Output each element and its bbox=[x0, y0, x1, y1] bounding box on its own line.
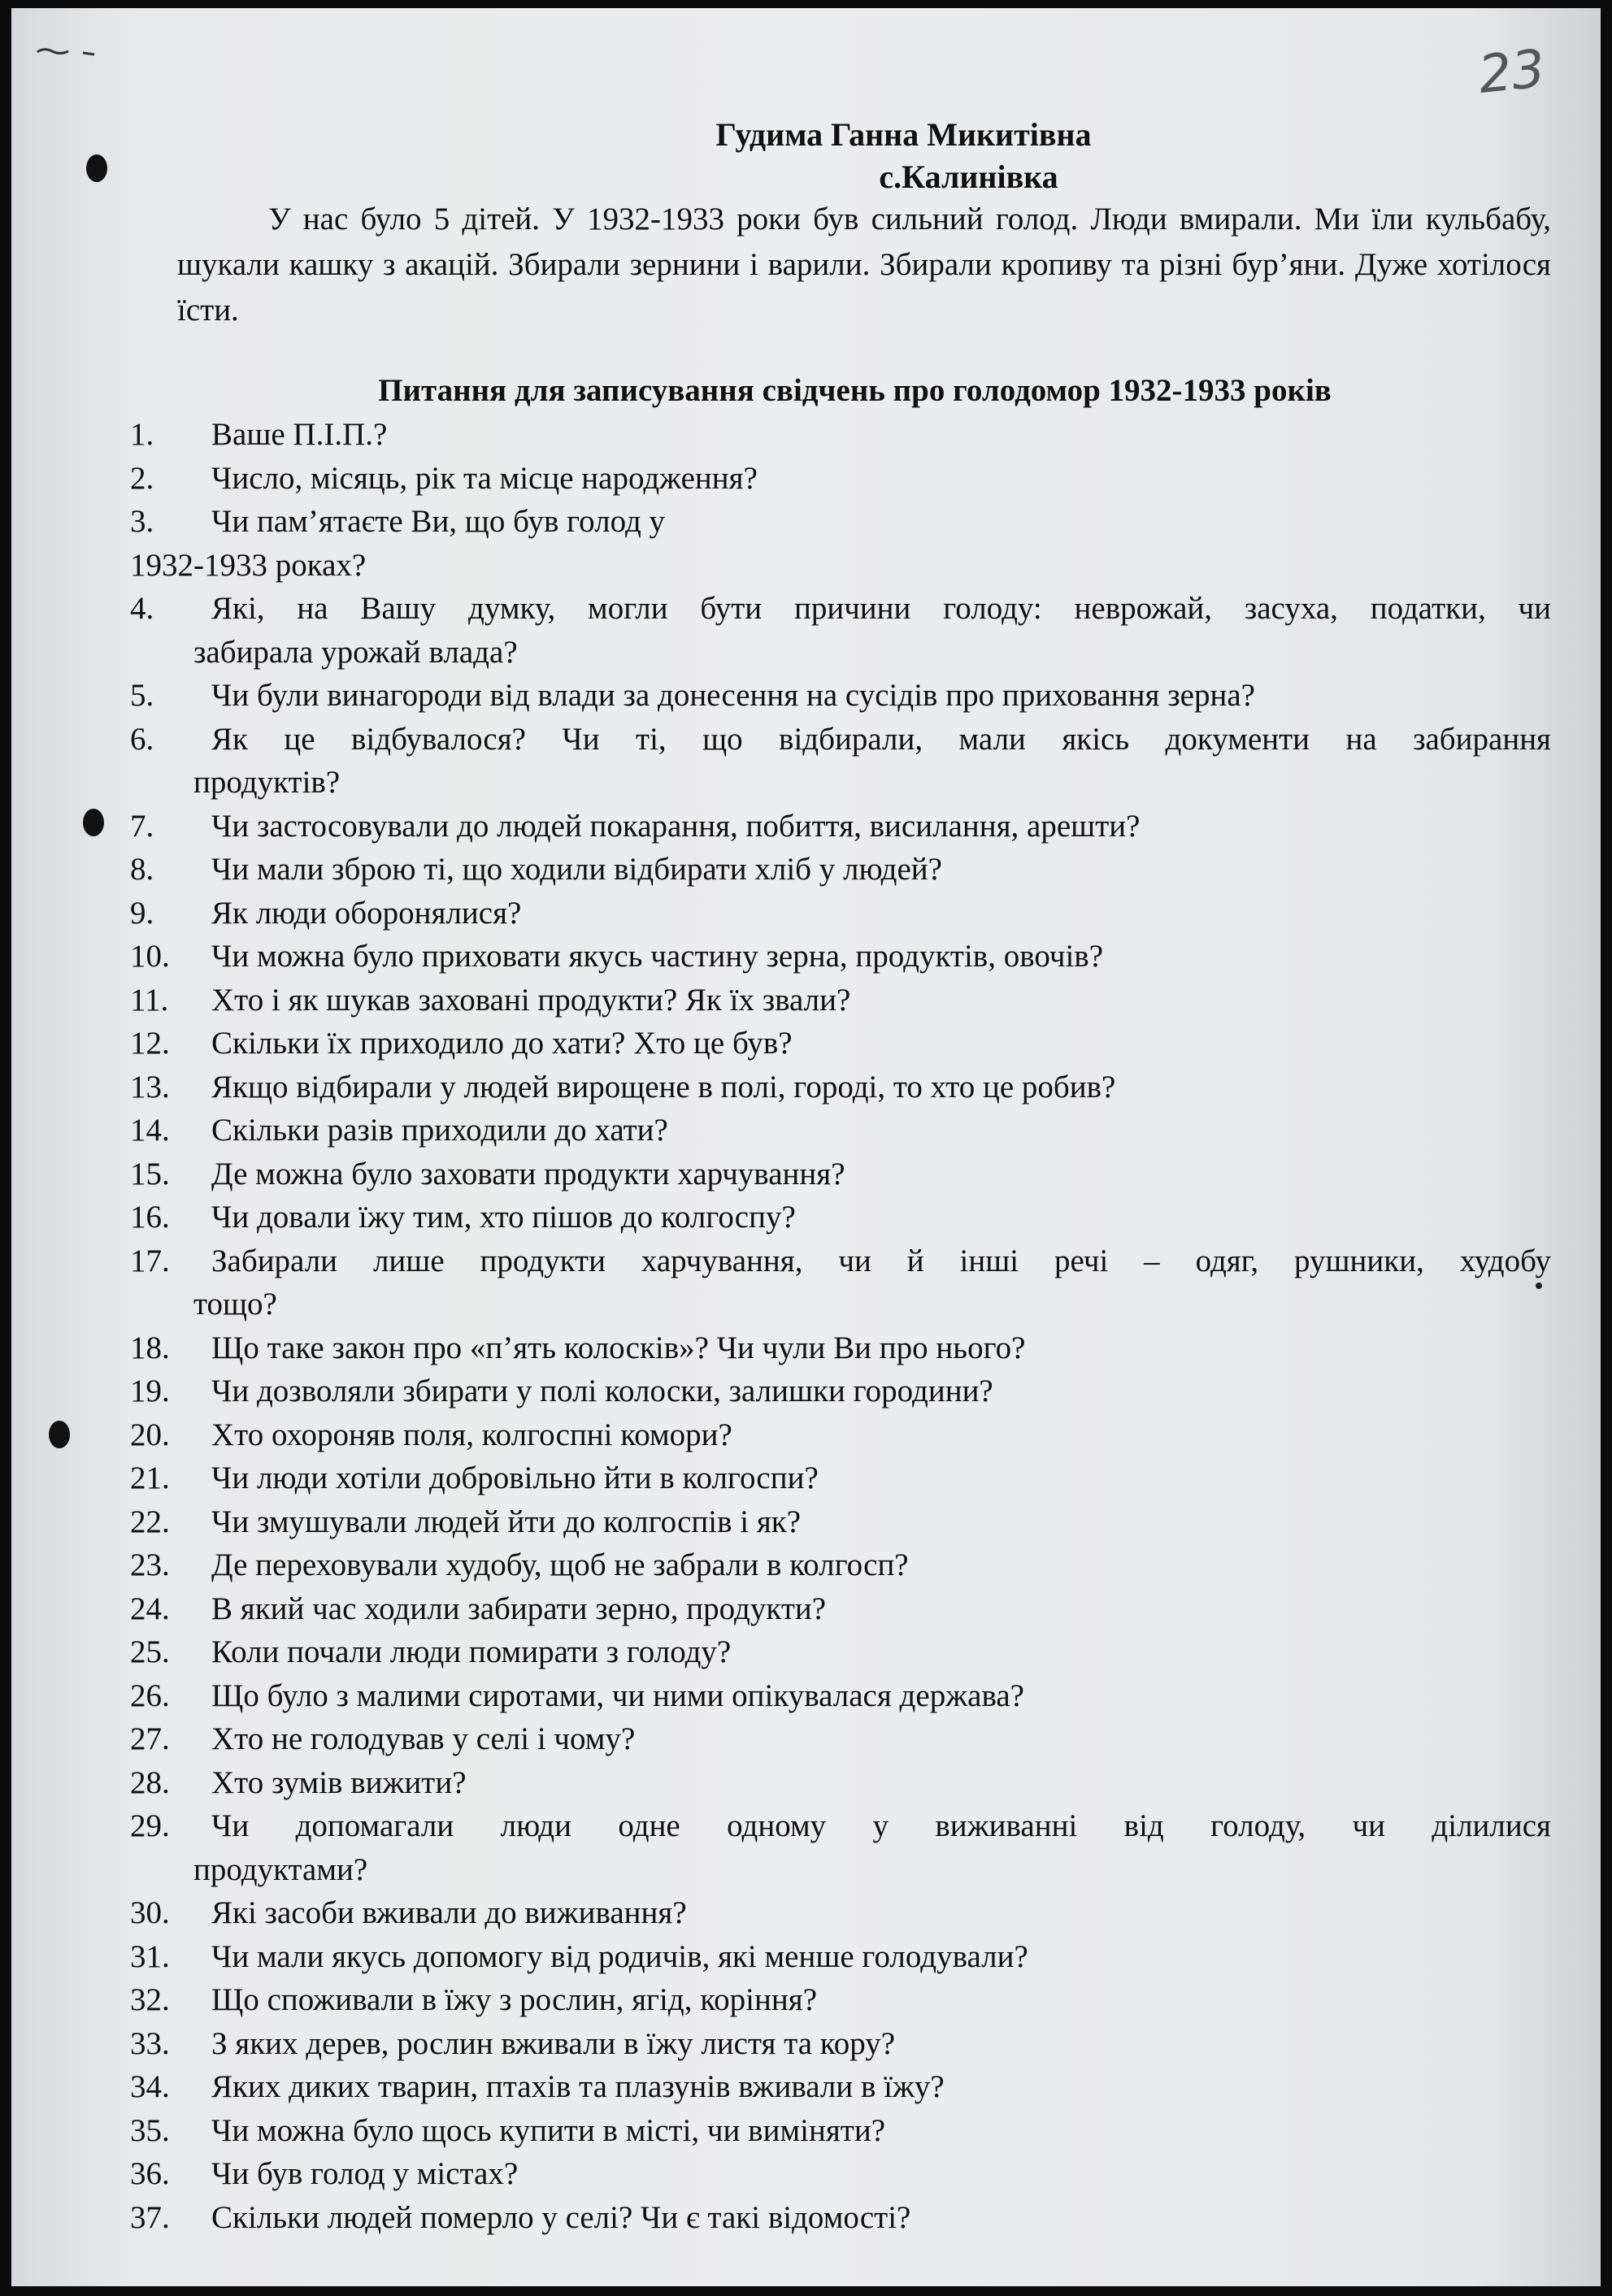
question-line: Що було з малими сиротами, чи ними опікувалася держава? bbox=[211, 1678, 1024, 1713]
question-line: Чи довали їжу тим, хто пішов до колгоспу? bbox=[211, 1200, 796, 1235]
question-line: Коли почали люди помирати з голоду? bbox=[211, 1634, 732, 1669]
question-number: 37. bbox=[130, 2199, 170, 2235]
question-text bbox=[130, 500, 1551, 587]
question-text bbox=[211, 2065, 1551, 2109]
question-line: Скільки їх приходило до хати? Хто це був? bbox=[211, 1026, 793, 1061]
question-number: 5. bbox=[130, 678, 154, 713]
scan-mark bbox=[36, 46, 109, 57]
question-number: 20. bbox=[130, 1417, 170, 1452]
question-item bbox=[11, 1022, 1601, 1066]
question-line: Чи пам’ятаєте Ви, що був голод у bbox=[211, 504, 666, 539]
question-item bbox=[11, 1717, 1601, 1761]
question-number: 25. bbox=[130, 1634, 170, 1669]
question-line: Чи мали зброю ті, що ходили відбирати хліб у людей? bbox=[211, 852, 942, 887]
question-continuation: забирала урожай влада? bbox=[193, 634, 518, 670]
question-item bbox=[11, 979, 1601, 1022]
question-item bbox=[11, 2196, 1601, 2240]
question-number: 14. bbox=[130, 1113, 170, 1148]
question-number: 16. bbox=[130, 1200, 170, 1235]
witness-name: Гудима Ганна Микитівна bbox=[715, 116, 1092, 153]
question-text bbox=[211, 413, 1551, 457]
question-number: 4. bbox=[130, 591, 154, 626]
punch-hole bbox=[86, 154, 107, 182]
question-text bbox=[211, 1066, 1551, 1109]
question-continuation: 1932-1933 роках? bbox=[130, 547, 367, 583]
question-line: Яких диких тварин, птахів та плазунів вживали в їжу? bbox=[211, 2069, 945, 2104]
question-text bbox=[211, 892, 1551, 935]
question-item bbox=[11, 1674, 1601, 1718]
question-text bbox=[211, 935, 1551, 979]
question-text bbox=[211, 1196, 1551, 1239]
question-number: 11. bbox=[130, 982, 169, 1018]
question-item bbox=[11, 1239, 1601, 1326]
question-text bbox=[211, 1674, 1551, 1718]
question-line: Хто зумів вижити? bbox=[211, 1764, 467, 1800]
question-line: Хто не голодував у селі і чому? bbox=[211, 1721, 636, 1756]
question-line: Ваше П.І.П.? bbox=[211, 417, 388, 452]
question-number: 12. bbox=[130, 1026, 170, 1061]
question-line: Число, місяць, рік та місце народження? bbox=[211, 460, 758, 496]
question-text bbox=[211, 1369, 1551, 1413]
question-number: 29. bbox=[130, 1808, 170, 1843]
question-item bbox=[11, 2022, 1601, 2066]
question-item bbox=[11, 1543, 1601, 1587]
question-number: 35. bbox=[130, 2112, 170, 2148]
question-line: Чи люди хотіли добровільно йти в колгоспи? bbox=[211, 1460, 819, 1495]
question-line: Хто охороняв поля, колгоспні комори? bbox=[211, 1417, 732, 1452]
question-text bbox=[211, 1500, 1551, 1544]
question-line: Як це відбувалося? Чи ті, що відбирали, мали якісь документи на забирання bbox=[211, 721, 1551, 757]
question-number: 28. bbox=[130, 1764, 170, 1800]
question-line: Де переховували худобу, щоб не забрали в колгосп? bbox=[211, 1547, 909, 1582]
question-text bbox=[211, 1022, 1551, 1066]
questions-list bbox=[11, 413, 1601, 2239]
question-number: 3. bbox=[130, 504, 154, 539]
question-line: Як люди оборонялися? bbox=[211, 895, 522, 931]
question-text bbox=[211, 1891, 1551, 1935]
question-number: 18. bbox=[130, 1330, 170, 1365]
question-item bbox=[11, 935, 1601, 979]
question-line: В який час ходили забирати зерно, продукти? bbox=[211, 1591, 827, 1626]
question-line: Чи були винагороди від влади за донесення на сусідів про приховання зерна? bbox=[211, 678, 1255, 713]
question-item bbox=[11, 2109, 1601, 2153]
question-number: 10. bbox=[130, 939, 170, 974]
question-line: Які, на Вашу думку, могли бути причини голоду: неврожай, засуха, податки, чи bbox=[211, 591, 1551, 626]
question-text bbox=[211, 805, 1551, 849]
question-item bbox=[11, 2065, 1601, 2109]
question-item bbox=[11, 2152, 1601, 2196]
question-line: Чи дозволяли збирати у полі колоски, залишки городини? bbox=[211, 1374, 993, 1408]
question-line: Чи мали якусь допомогу від родичів, які менше голодували? bbox=[211, 1938, 1028, 1974]
question-number: 6. bbox=[130, 721, 154, 757]
question-line: Хто і як шукав заховані продукти? Як їх звали? bbox=[211, 982, 851, 1018]
question-number: 22. bbox=[130, 1504, 170, 1539]
question-number: 13. bbox=[130, 1069, 170, 1105]
question-line: Чи допомагали люди одне одному у виживанні від голоду, чи ділилися bbox=[211, 1808, 1551, 1843]
question-item bbox=[11, 1978, 1601, 2022]
question-item bbox=[11, 1369, 1601, 1413]
question-item bbox=[11, 1109, 1601, 1152]
question-number: 26. bbox=[130, 1678, 170, 1713]
question-text bbox=[211, 979, 1551, 1022]
question-line: Чи можна було приховати якусь частину зерна, продуктів, овочів? bbox=[211, 939, 1104, 974]
question-text bbox=[211, 2109, 1551, 2153]
question-item bbox=[11, 718, 1601, 805]
question-line: Де можна було заховати продукти харчування? bbox=[211, 1156, 845, 1191]
question-number: 24. bbox=[130, 1591, 170, 1626]
question-number: 36. bbox=[130, 2156, 170, 2191]
question-text bbox=[211, 457, 1551, 501]
question-number: 23. bbox=[130, 1547, 170, 1582]
question-item bbox=[11, 500, 1601, 587]
question-line: Чи можна було щось купити в місті, чи виміняти? bbox=[211, 2112, 885, 2148]
testimony-text: У нас було 5 дітей. У 1932-1933 роки був сильний голод. Люди вмирали. Ми їли кульбабу, шукали кашку з акацій. Збирали зернини і варили. Збирали кропиву та різні бур’яни. Дуже хотілося їсти. bbox=[177, 202, 1551, 328]
question-item bbox=[11, 1456, 1601, 1500]
question-text bbox=[211, 1935, 1551, 1979]
question-text bbox=[211, 1326, 1551, 1370]
questions-heading: Питання для записування свідчень про голодомор 1932-1933 років bbox=[378, 373, 1332, 408]
question-text bbox=[211, 848, 1551, 892]
question-item bbox=[11, 1066, 1601, 1109]
question-line: З яких дерев, рослин вживали в їжу листя та кору? bbox=[211, 2025, 896, 2061]
question-line: Чи змушували людей йти до колгоспів і як? bbox=[211, 1504, 802, 1539]
question-number: 21. bbox=[130, 1460, 170, 1495]
question-line: Забирали лише продукти харчування, чи й інші речі – одяг, рушники, худобу bbox=[211, 1243, 1551, 1278]
question-continuation: продуктами? bbox=[193, 1851, 368, 1887]
question-text bbox=[211, 1761, 1551, 1805]
question-line: Які засоби вживали до виживання? bbox=[211, 1895, 687, 1930]
question-text bbox=[211, 1978, 1551, 2022]
question-number: 1. bbox=[130, 417, 154, 452]
question-text bbox=[193, 587, 1551, 674]
question-item bbox=[11, 457, 1601, 501]
question-item bbox=[11, 1500, 1601, 1544]
village-name: с.Калинівка bbox=[879, 158, 1058, 195]
question-line: Чи застосовували до людей покарання, побиття, висилання, арешти? bbox=[211, 808, 1141, 844]
question-number: 32. bbox=[130, 1982, 170, 2017]
question-item bbox=[11, 1761, 1601, 1805]
question-item bbox=[11, 1152, 1601, 1196]
question-number: 9. bbox=[130, 895, 154, 931]
question-item bbox=[11, 1326, 1601, 1370]
question-item bbox=[11, 892, 1601, 935]
question-text bbox=[211, 2196, 1551, 2240]
question-text bbox=[211, 1152, 1551, 1196]
question-number: 7. bbox=[130, 808, 154, 844]
question-text bbox=[211, 674, 1551, 718]
question-item bbox=[11, 805, 1601, 849]
question-text bbox=[211, 2152, 1551, 2196]
question-item bbox=[11, 1587, 1601, 1631]
question-number: 34. bbox=[130, 2069, 170, 2104]
question-text bbox=[211, 1717, 1551, 1761]
question-text bbox=[211, 1543, 1551, 1587]
question-number: 19. bbox=[130, 1374, 170, 1408]
question-number: 8. bbox=[130, 852, 154, 887]
question-line: Скільки людей померло у селі? Чи є такі відомості? bbox=[211, 2199, 911, 2235]
question-text bbox=[211, 1109, 1551, 1152]
question-number: 15. bbox=[130, 1156, 170, 1191]
question-item bbox=[11, 848, 1601, 892]
question-number: 17. bbox=[130, 1243, 170, 1278]
question-number: 2. bbox=[130, 460, 154, 496]
question-continuation: продуктів? bbox=[193, 765, 341, 800]
document-page bbox=[11, 8, 1601, 2286]
question-item bbox=[11, 1630, 1601, 1674]
question-continuation: тощо? bbox=[193, 1287, 277, 1322]
question-item bbox=[11, 1935, 1601, 1979]
question-line: Що таке закон про «п’ять колосків»? Чи чули Ви про нього? bbox=[211, 1330, 1026, 1365]
question-line: Скільки разів приходили до хати? bbox=[211, 1113, 668, 1148]
question-item bbox=[11, 413, 1601, 457]
question-text bbox=[193, 718, 1551, 805]
question-item bbox=[11, 1413, 1601, 1457]
question-item bbox=[11, 674, 1601, 718]
question-item bbox=[11, 1804, 1601, 1891]
question-text bbox=[211, 1456, 1551, 1500]
question-item bbox=[11, 1891, 1601, 1935]
handwritten-page-number: 23 bbox=[1475, 38, 1549, 106]
question-number: 31. bbox=[130, 1938, 170, 1974]
question-item bbox=[11, 1196, 1601, 1239]
question-text bbox=[211, 1413, 1551, 1457]
question-number: 27. bbox=[130, 1721, 170, 1756]
question-text bbox=[193, 1804, 1551, 1891]
question-text bbox=[211, 2022, 1551, 2066]
question-item bbox=[11, 587, 1601, 674]
question-text bbox=[211, 1630, 1551, 1674]
question-line: Якщо відбирали у людей вирощене в полі, городі, то хто це робив? bbox=[211, 1069, 1116, 1105]
question-line: Чи був голод у містах? bbox=[211, 2156, 519, 2191]
question-text bbox=[211, 1587, 1551, 1631]
question-line: Що споживали в їжу з рослин, ягід, коріння? bbox=[211, 1982, 817, 2017]
question-number: 30. bbox=[130, 1895, 170, 1930]
question-number: 33. bbox=[130, 2025, 170, 2061]
question-text bbox=[193, 1239, 1551, 1326]
